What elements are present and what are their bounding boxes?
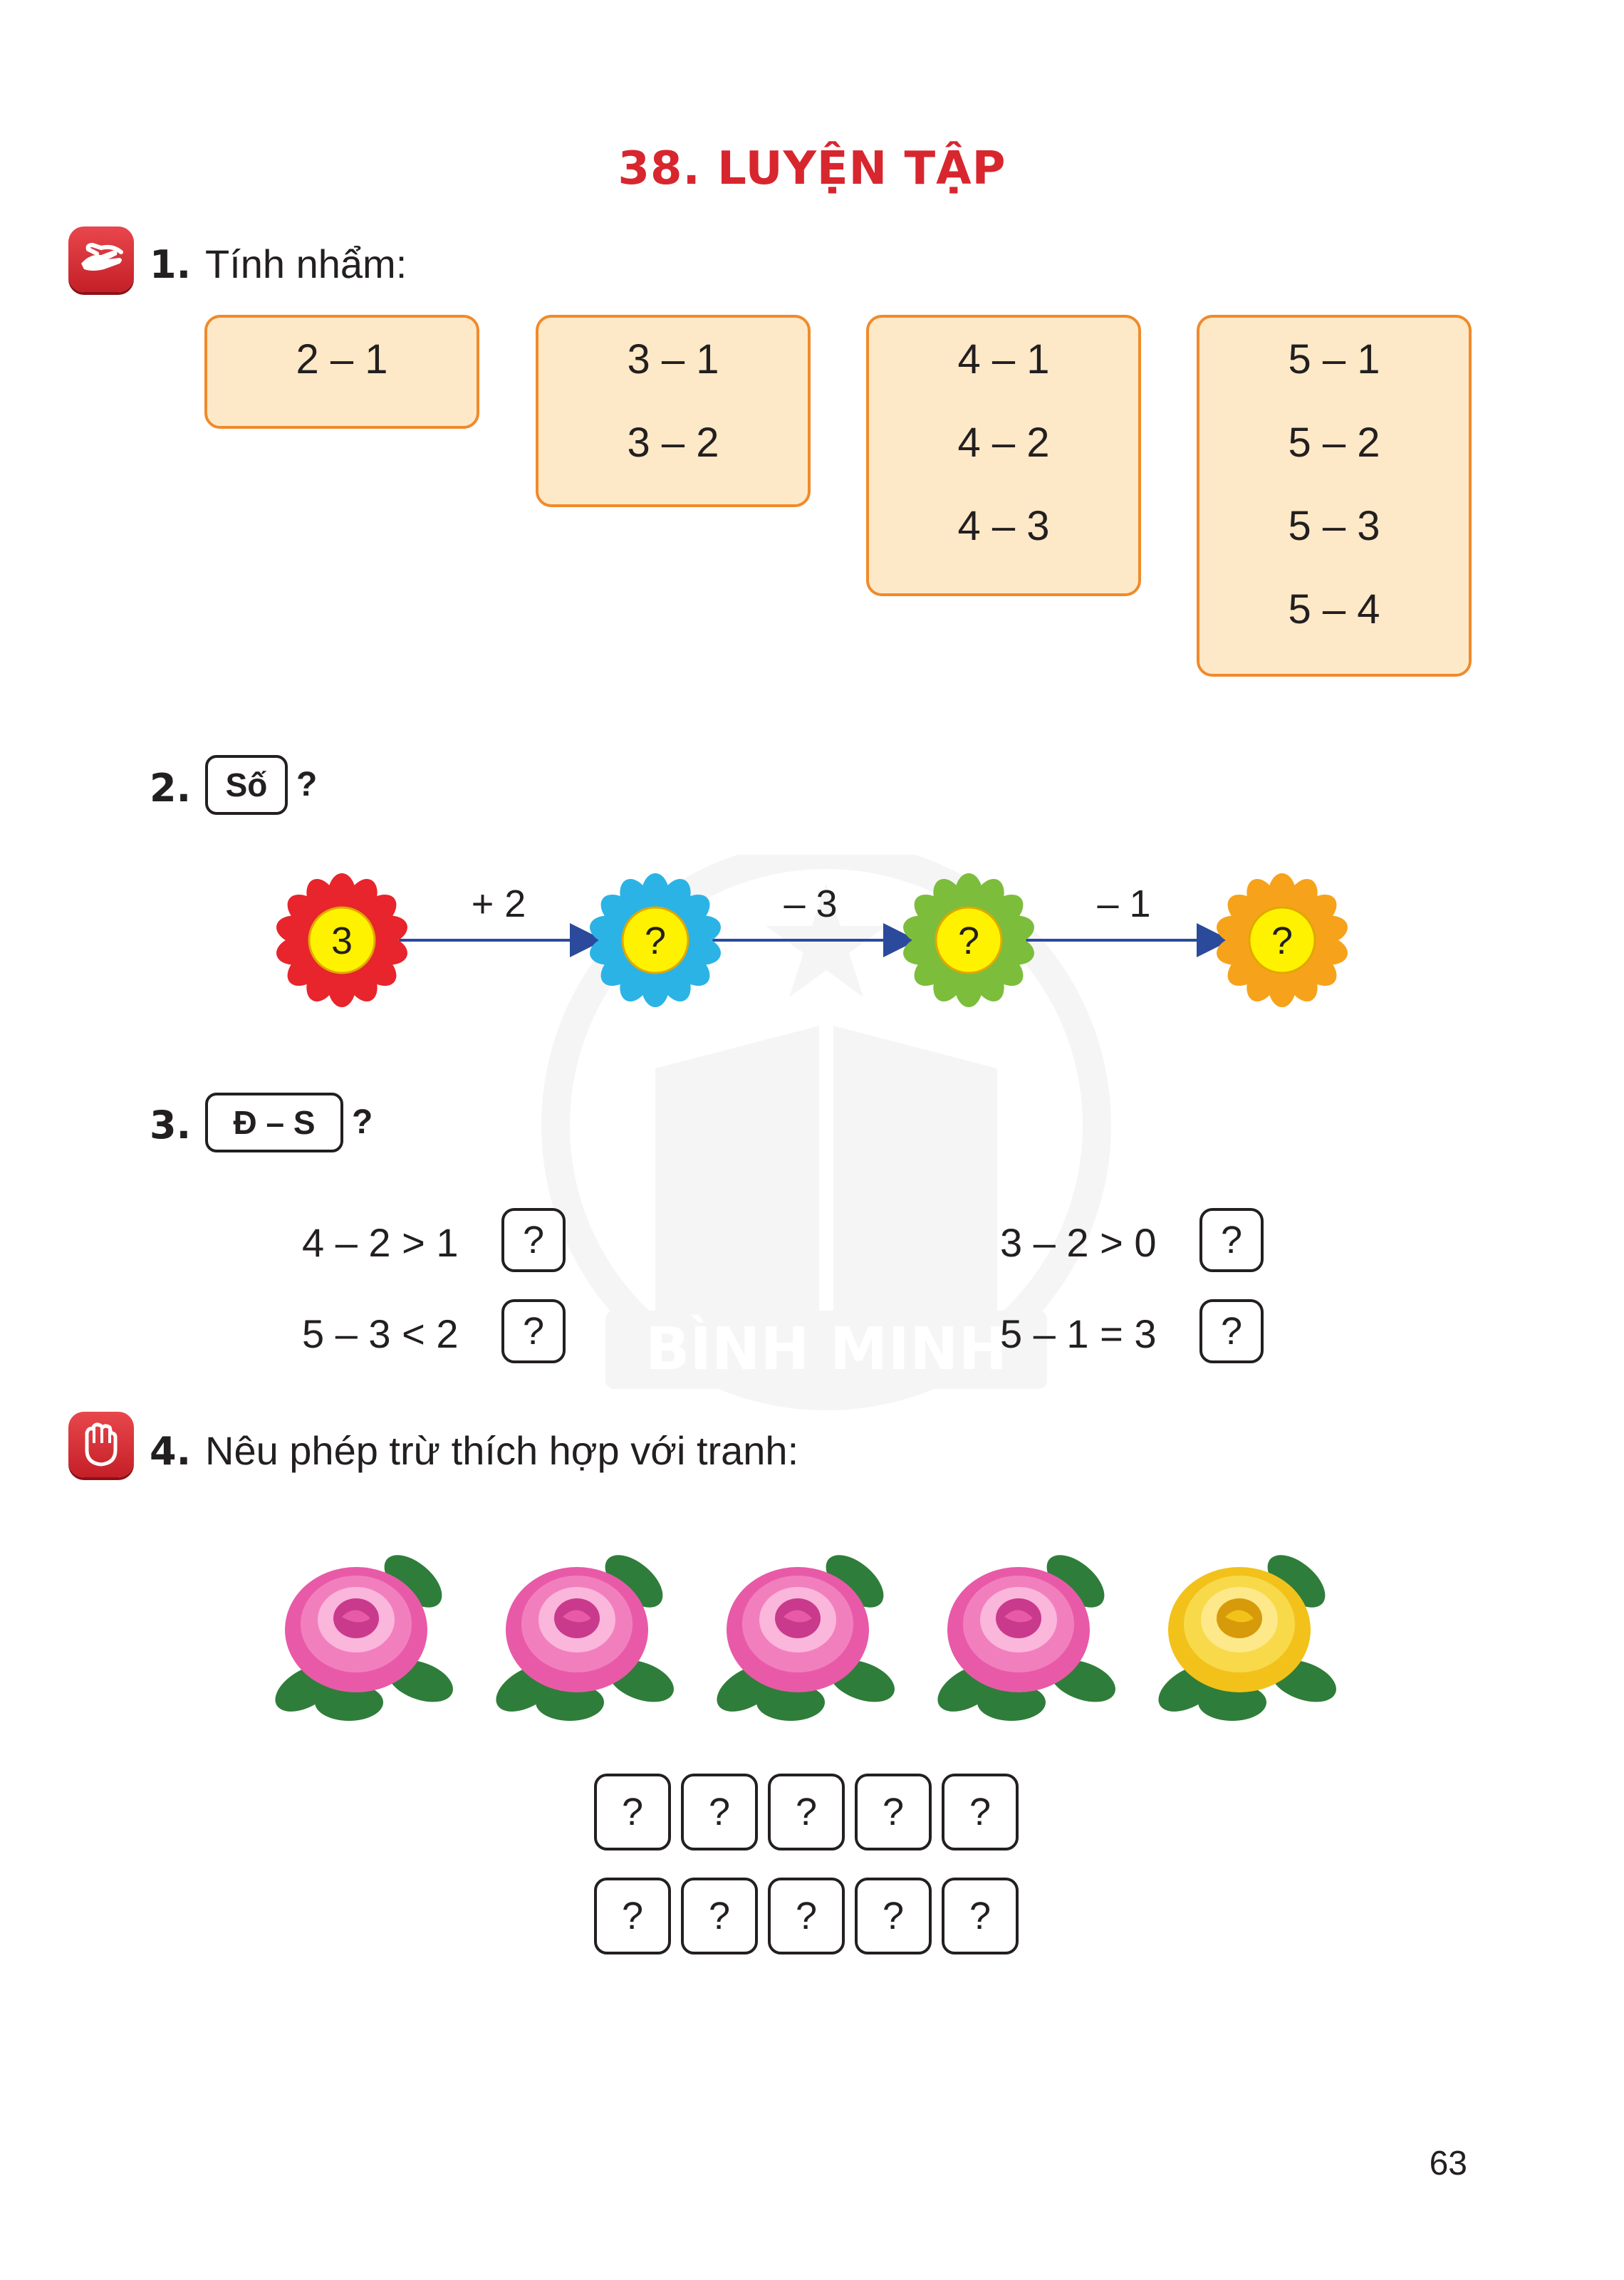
expression: 5 – 3 — [1288, 503, 1380, 549]
yellow-rose — [1150, 1545, 1342, 1721]
answer-box[interactable]: ? — [855, 1878, 932, 1954]
exercise-3-number: 3. — [150, 1103, 192, 1147]
subtraction-card-2 — [204, 315, 479, 429]
answer-box[interactable]: ? — [594, 1878, 671, 1954]
exercise-1-number: 1. — [150, 242, 192, 287]
pink-rose — [709, 1545, 900, 1721]
watermark-text: BÌNH MINH — [645, 1316, 1008, 1383]
true-false-answer-box[interactable]: ? — [1199, 1208, 1264, 1272]
statement: 5 – 1 = 3 — [1000, 1311, 1157, 1356]
flower[interactable] — [587, 873, 724, 1007]
subtraction-card-5 — [1197, 315, 1472, 677]
so-tag: Số — [205, 755, 288, 815]
true-false-answer-box[interactable]: ? — [501, 1299, 566, 1363]
operation-label: – 1 — [1097, 883, 1151, 925]
answer-box[interactable]: ? — [681, 1878, 758, 1954]
dung-sai-tag: Đ – S — [205, 1093, 343, 1152]
expression: 5 – 1 — [1288, 336, 1380, 382]
expression: 3 – 1 — [627, 336, 719, 382]
answer-box[interactable]: ? — [855, 1774, 932, 1850]
answer-box[interactable]: ? — [594, 1774, 671, 1850]
answer-box[interactable]: ? — [942, 1774, 1019, 1850]
expression: 5 – 2 — [1288, 420, 1380, 466]
subtraction-answer-grid — [594, 1774, 1030, 1982]
answer-box[interactable]: ? — [681, 1774, 758, 1850]
hands-icon — [68, 227, 134, 292]
answer-box[interactable]: ? — [942, 1878, 1019, 1954]
question-mark: ? — [296, 766, 318, 803]
flower — [274, 873, 410, 1007]
exercise-1-instruction: Tính nhẩm: — [205, 241, 407, 286]
statement: 3 – 2 > 0 — [1000, 1220, 1157, 1265]
pink-rose — [930, 1545, 1121, 1721]
flower-label: 3 — [330, 920, 353, 962]
roses-picture — [264, 1517, 1360, 1731]
operation-label: – 3 — [784, 883, 838, 925]
exercise-4-instruction: Nêu phép trừ thích hợp với tranh: — [205, 1428, 799, 1473]
flower[interactable] — [900, 873, 1037, 1007]
page-number: 63 — [1429, 2145, 1467, 2182]
question-mark: ? — [352, 1103, 373, 1141]
expression: 2 – 1 — [296, 336, 388, 382]
expression: 3 – 2 — [627, 420, 719, 466]
answer-row — [594, 1774, 1030, 1850]
answer-box[interactable]: ? — [768, 1774, 845, 1850]
true-false-answer-box[interactable]: ? — [501, 1208, 566, 1272]
operation-label: + 2 — [471, 883, 526, 925]
exercise-2-number: 2. — [150, 766, 192, 811]
subtraction-card-4 — [866, 315, 1141, 596]
flower[interactable] — [1214, 873, 1350, 1007]
expression: 4 – 1 — [957, 336, 1050, 382]
exercise-4-number: 4. — [150, 1429, 192, 1474]
flower-label: ? — [957, 920, 980, 962]
expression: 4 – 2 — [957, 420, 1050, 466]
answer-row — [594, 1878, 1030, 1954]
raised-fist-icon — [68, 1412, 134, 1477]
answer-box[interactable]: ? — [768, 1878, 845, 1954]
subtraction-card-3 — [536, 315, 811, 507]
expression: 4 – 3 — [957, 503, 1050, 549]
statement: 5 – 3 < 2 — [302, 1311, 459, 1356]
statement: 4 – 2 > 1 — [302, 1220, 459, 1265]
flower-label: ? — [1271, 920, 1294, 962]
flower-label: ? — [644, 920, 667, 962]
pink-rose — [267, 1545, 459, 1721]
page-title: 38. LUYỆN TẬP — [618, 142, 1006, 195]
true-false-answer-box[interactable]: ? — [1199, 1299, 1264, 1363]
pink-rose — [488, 1545, 680, 1721]
expression: 5 – 4 — [1288, 586, 1380, 633]
